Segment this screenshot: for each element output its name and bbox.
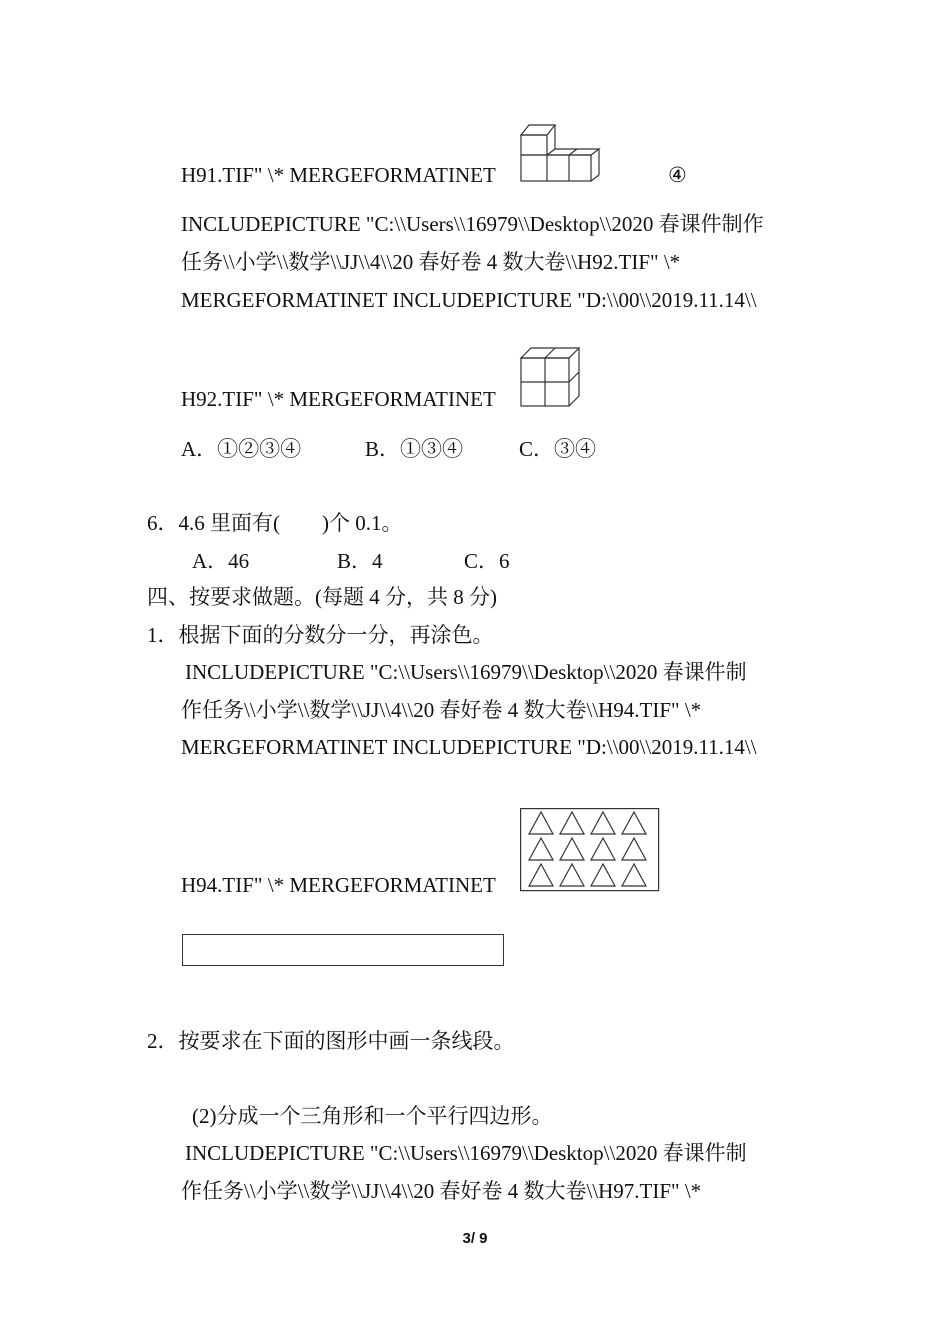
h91-field-code: H91.TIF" \* MERGEFORMATINET [181,163,496,187]
include-h97-line1: INCLUDEPICTURE "C:\\Users\\16979\\Desktop\\2020 春课件制 [185,1141,747,1165]
section-4-question-1: 1．根据下面的分数分一分，再涂色。 [147,623,494,647]
q5-option-b: B．①③④ [365,437,464,461]
q5-option-a: A．①②③④ [181,437,302,461]
include-h94-line1: INCLUDEPICTURE "C:\\Users\\16979\\Desktop\\2020 春课件制 [185,660,747,684]
include-h92-line3: MERGEFORMATINET INCLUDEPICTURE "D:\\00\\2019.11.14\\ [181,288,757,312]
h94-field-code: H94.TIF" \* MERGEFORMATINET [181,873,496,897]
q6-option-c: C．6 [464,549,510,573]
h92-field-code: H92.TIF" \* MERGEFORMATINET [181,387,496,411]
section-4-heading: 四、按要求做题。(每题 4 分，共 8 分) [147,585,497,609]
include-h97-line2: 作任务\\小学\\数学\\JJ\\4\\20 春好卷 4 数大卷\\H97.TIF" \* [181,1179,702,1203]
triangles-grid-figure [520,808,660,892]
include-h92-line2: 任务\\小学\\数学\\JJ\\4\\20 春好卷 4 数大卷\\H92.TIF" \* [181,250,681,274]
section-4-question-2: 2．按要求在下面的图形中画一条线段。 [147,1029,515,1053]
include-h94-line2: 作任务\\小学\\数学\\JJ\\4\\20 春好卷 4 数大卷\\H94.TIF" \* [181,698,702,722]
q6-option-b: B．4 [337,549,383,573]
q6-option-a: A．46 [192,549,250,573]
question-6: 6．4.6 里面有( )个 0.1。 [147,511,403,535]
include-h92-line1: INCLUDEPICTURE "C:\\Users\\16979\\Desktop\\2020 春课件制作 [181,212,764,236]
q5-option-c: C．③④ [519,437,597,461]
cube-figure-h92 [519,346,583,408]
page-number: 3/ 9 [462,1230,488,1247]
question-2-part-2: (2)分成一个三角形和一个平行四边形。 [192,1104,553,1128]
option-circle-4: ④ [668,163,687,187]
answer-box[interactable] [182,934,504,966]
cube-figure-h91 [519,123,603,183]
include-h94-line3: MERGEFORMATINET INCLUDEPICTURE "D:\\00\\2019.11.14\\ [181,735,757,759]
